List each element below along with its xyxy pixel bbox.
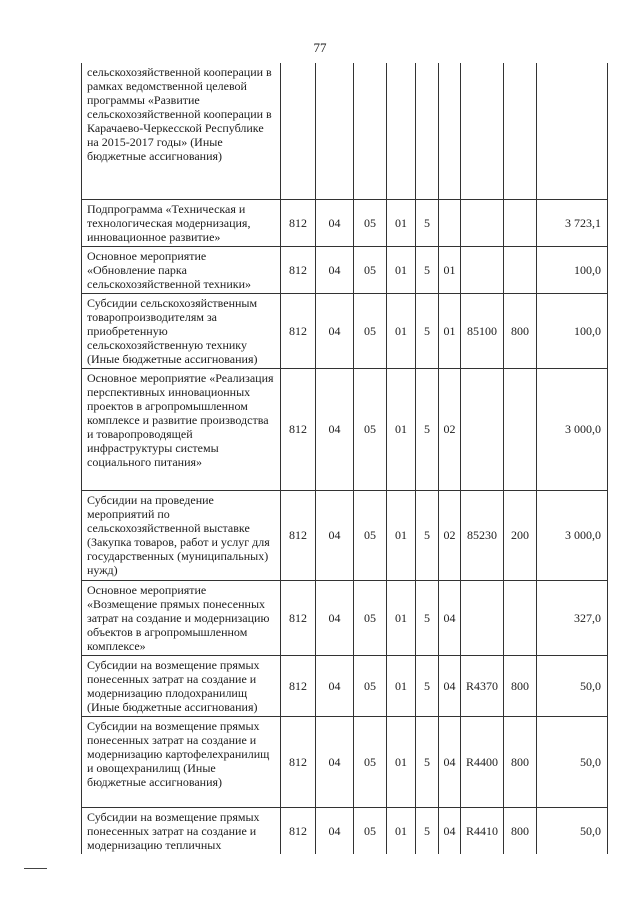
cell-event-code: 01 (439, 293, 461, 368)
cell-amount: 3 000,0 (537, 490, 608, 580)
cell-expense-type: 200 (504, 490, 537, 580)
cell-ministry: 812 (281, 293, 316, 368)
cell-direction-code (461, 199, 504, 246)
cell-section: 04 (316, 490, 354, 580)
row-name: Подпрограмма «Техническая и технологическая модернизация, инновационное развитие» (82, 199, 281, 246)
row-name: Субсидии на возмещение прямых понесенных затрат на создание и модернизацию плодохранилищ (Иные бюджетные ассигнования) (82, 655, 281, 716)
cell-section: 04 (316, 807, 354, 854)
budget-table (81, 63, 608, 854)
cell-event-code (439, 63, 461, 199)
cell-event-code: 04 (439, 807, 461, 854)
cell-amount: 50,0 (537, 655, 608, 716)
cell-expense-type (504, 63, 537, 199)
cell-subsection: 05 (354, 490, 387, 580)
cell-subprogram-code: 5 (416, 716, 439, 807)
table-row (82, 807, 608, 854)
cell-ministry: 812 (281, 655, 316, 716)
cell-subsection (354, 63, 387, 199)
cell-expense-type (504, 580, 537, 655)
table-row (82, 655, 608, 716)
table-row (82, 368, 608, 490)
cell-direction-code: R4410 (461, 807, 504, 854)
cell-subprogram-code: 5 (416, 368, 439, 490)
cell-expense-type: 800 (504, 716, 537, 807)
cell-program-code: 01 (387, 246, 416, 293)
cell-event-code: 02 (439, 490, 461, 580)
cell-section: 04 (316, 716, 354, 807)
cell-subsection: 05 (354, 580, 387, 655)
page-number: 77 (313, 40, 327, 55)
cell-program-code: 01 (387, 655, 416, 716)
cell-ministry: 812 (281, 199, 316, 246)
cell-expense-type (504, 246, 537, 293)
footnote-divider (24, 868, 47, 869)
cell-amount: 3 723,1 (537, 199, 608, 246)
table-row (82, 63, 608, 199)
cell-subprogram-code: 5 (416, 293, 439, 368)
cell-ministry: 812 (281, 807, 316, 854)
table-row (82, 246, 608, 293)
row-name: Основное мероприятие «Обновление парка сельскохозяйственной техники» (82, 246, 281, 293)
cell-event-code: 02 (439, 368, 461, 490)
cell-ministry: 812 (281, 490, 316, 580)
cell-event-code: 04 (439, 716, 461, 807)
cell-section: 04 (316, 199, 354, 246)
cell-section (316, 63, 354, 199)
cell-direction-code: 85100 (461, 293, 504, 368)
cell-program-code: 01 (387, 716, 416, 807)
cell-direction-code (461, 368, 504, 490)
cell-expense-type (504, 199, 537, 246)
cell-ministry: 812 (281, 246, 316, 293)
cell-amount: 50,0 (537, 807, 608, 854)
table-row (82, 293, 608, 368)
cell-amount: 50,0 (537, 716, 608, 807)
cell-event-code (439, 199, 461, 246)
row-name: Основное мероприятие «Возмещение прямых понесенных затрат на создание и модернизацию объектов в агропромышленном комплексе» (82, 580, 281, 655)
cell-expense-type: 800 (504, 655, 537, 716)
cell-program-code: 01 (387, 580, 416, 655)
cell-subsection: 05 (354, 807, 387, 854)
cell-subprogram-code: 5 (416, 199, 439, 246)
cell-event-code: 04 (439, 655, 461, 716)
row-name: Основное мероприятие «Реализация перспективных инновационных проектов в агропромышленном комплексе и развитие производства и товаропроводящей инфраструктуры системы социального питания» (82, 368, 281, 490)
cell-direction-code: 85230 (461, 490, 504, 580)
cell-direction-code: R4400 (461, 716, 504, 807)
cell-program-code: 01 (387, 199, 416, 246)
cell-program-code: 01 (387, 807, 416, 854)
cell-amount: 3 000,0 (537, 368, 608, 490)
cell-subprogram-code: 5 (416, 807, 439, 854)
table-row (82, 490, 608, 580)
cell-subprogram-code: 5 (416, 580, 439, 655)
cell-section: 04 (316, 655, 354, 716)
cell-program-code: 01 (387, 293, 416, 368)
cell-subsection: 05 (354, 655, 387, 716)
cell-expense-type (504, 368, 537, 490)
cell-subprogram-code: 5 (416, 490, 439, 580)
cell-subsection: 05 (354, 246, 387, 293)
cell-section: 04 (316, 580, 354, 655)
cell-section: 04 (316, 246, 354, 293)
cell-amount (537, 63, 608, 199)
table-row (82, 716, 608, 807)
cell-direction-code: R4370 (461, 655, 504, 716)
cell-event-code: 01 (439, 246, 461, 293)
row-name: Субсидии сельскохозяйственным товаропроизводителям за приобретенную сельскохозяйственную технику (Иные бюджетные ассигнования) (82, 293, 281, 368)
cell-ministry: 812 (281, 716, 316, 807)
cell-subsection: 05 (354, 716, 387, 807)
cell-subsection: 05 (354, 368, 387, 490)
cell-ministry (281, 63, 316, 199)
cell-direction-code (461, 63, 504, 199)
cell-subsection: 05 (354, 293, 387, 368)
cell-subprogram-code: 5 (416, 655, 439, 716)
cell-event-code: 04 (439, 580, 461, 655)
cell-ministry: 812 (281, 368, 316, 490)
row-name: Субсидии на проведение мероприятий по сельскохозяйственной выставке (Закупка товаров, работ и услуг для государственных (муниципальных) нужд) (82, 490, 281, 580)
cell-program-code (387, 63, 416, 199)
cell-ministry: 812 (281, 580, 316, 655)
cell-amount: 100,0 (537, 293, 608, 368)
cell-subsection: 05 (354, 199, 387, 246)
cell-direction-code (461, 580, 504, 655)
cell-section: 04 (316, 293, 354, 368)
cell-amount: 100,0 (537, 246, 608, 293)
row-name: Субсидии на возмещение прямых понесенных затрат на создание и модернизацию тепличных (82, 807, 281, 854)
cell-section: 04 (316, 368, 354, 490)
table-row (82, 580, 608, 655)
cell-direction-code (461, 246, 504, 293)
cell-subprogram-code: 5 (416, 246, 439, 293)
row-name: сельскохозяйственной кооперации в рамках ведомственной целевой программы «Развитие сельскохозяйственной кооперации в Карачаево-Черкесской Республике на 2015-2017 годы» (Иные бюджетные ассигнования) (82, 63, 281, 199)
cell-amount: 327,0 (537, 580, 608, 655)
cell-program-code: 01 (387, 368, 416, 490)
cell-expense-type: 800 (504, 807, 537, 854)
cell-expense-type: 800 (504, 293, 537, 368)
cell-program-code: 01 (387, 490, 416, 580)
cell-subprogram-code (416, 63, 439, 199)
row-name: Субсидии на возмещение прямых понесенных затрат на создание и модернизацию картофелехранилищ и овощехранилищ (Иные бюджетные ассигнования) (82, 716, 281, 807)
table-row (82, 199, 608, 246)
